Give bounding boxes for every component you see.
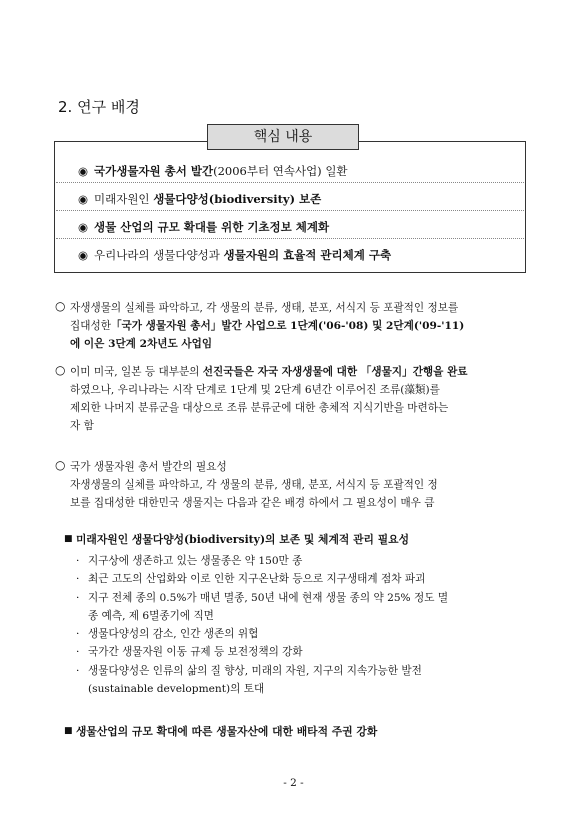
bullet-marker-icon: ◉ <box>78 164 89 178</box>
subsection-title-sovereignty: 생물산업의 규모 확대에 따른 생물자산에 대한 배타적 주권 강화 <box>76 725 378 738</box>
section-heading: 2. 연구 배경 <box>58 98 140 116</box>
key-point-4: ◉ 우리나라의 생물다양성과 생물자원의 효율적 관리체계 구축 <box>78 248 392 262</box>
divider <box>56 182 524 183</box>
paragraph-necessity: 국가 생물자원 총서 발간의 필요성 자생생물의 실체를 파악하고, 각 생물의 분류, 생태, 분포, 서식지 등 포괄적인 정 보를 집대성한 대한민국 생물지는 다음과 같은 배경 하에서 그 필요성이 매우 큼 <box>70 461 438 509</box>
bullet-marker-icon: ◉ <box>78 248 89 262</box>
list-item: · 지구 전체 종의 0.5%가 매년 멸종, 50년 내에 현재 생물 종의 약 25% 정도 멸 <box>76 591 449 604</box>
key-point-2: ◉ 미래자원인 생물다양성(biodiversity) 보존 <box>78 192 322 206</box>
divider <box>56 238 524 239</box>
square-bullet-icon: ■ <box>64 534 73 544</box>
page-number: - 2 - <box>283 777 304 789</box>
circle-marker-icon: ○ <box>55 299 66 313</box>
key-point-3: ◉ 생물 산업의 규모 확대를 위한 기초정보 체계화 <box>78 220 330 234</box>
summary-tab-label: 핵심 내용 <box>207 124 359 150</box>
circle-marker-icon: ○ <box>55 458 66 472</box>
subsection-title-biodiversity: 미래자원인 생물다양성(biodiversity)의 보존 및 체계적 관리 필요성 <box>76 533 409 546</box>
list-item: · 생물다양성의 감소, 인간 생존의 위협 <box>76 628 259 641</box>
paragraph-project-background: 자생생물의 실체를 파악하고, 각 생물의 분류, 생태, 분포, 서식지 등 포괄적인 정보를 집대성한「국가 생물자원 총서」발간 사업으로 1단계('06-'08) 및 2단계('09-'11) 에 이은 3단계 2차년도 사업임 <box>70 302 465 350</box>
bullet-marker-icon: ◉ <box>78 220 89 234</box>
list-item-continuation: (sustainable development)의 토대 <box>88 683 265 696</box>
circle-marker-icon: ○ <box>55 363 66 377</box>
list-item: · 지구상에 생존하고 있는 생물종은 약 150만 종 <box>76 555 303 567</box>
list-item: · 최근 고도의 산업화와 이로 인한 지구온난화 등으로 지구생태계 점차 파괴 <box>76 573 426 586</box>
divider <box>56 210 524 211</box>
key-point-1: ◉ 국가생물자원 총서 발간(2006부터 연속사업) 일환 <box>78 164 348 178</box>
bullet-marker-icon: ◉ <box>78 192 89 206</box>
list-item: · 국가간 생물자원 이동 규제 등 보전정책의 강화 <box>76 646 303 659</box>
list-item-continuation: 종 예측, 제 6멸종기에 직면 <box>88 609 214 622</box>
paragraph-advanced-countries: 이미 미국, 일본 등 대부분의 선진국들은 자국 자생생물에 대한 「생물지」간행을 완료 하였으나, 우리나라는 시작 단계로 1단계 및 2단계 6년간 이루어진 조류(藻類)를 제외한 나머지 분류군을 대상으로 조류 분류군에 대한 총체적 지식기반을 마련하는 자 함 <box>70 366 468 432</box>
square-bullet-icon: ■ <box>64 726 73 736</box>
biodiversity-bullet-list <box>76 552 536 698</box>
list-item: · 생물다양성은 인류의 삶의 질 향상, 미래의 자원, 지구의 지속가능한 발전 <box>76 664 422 677</box>
